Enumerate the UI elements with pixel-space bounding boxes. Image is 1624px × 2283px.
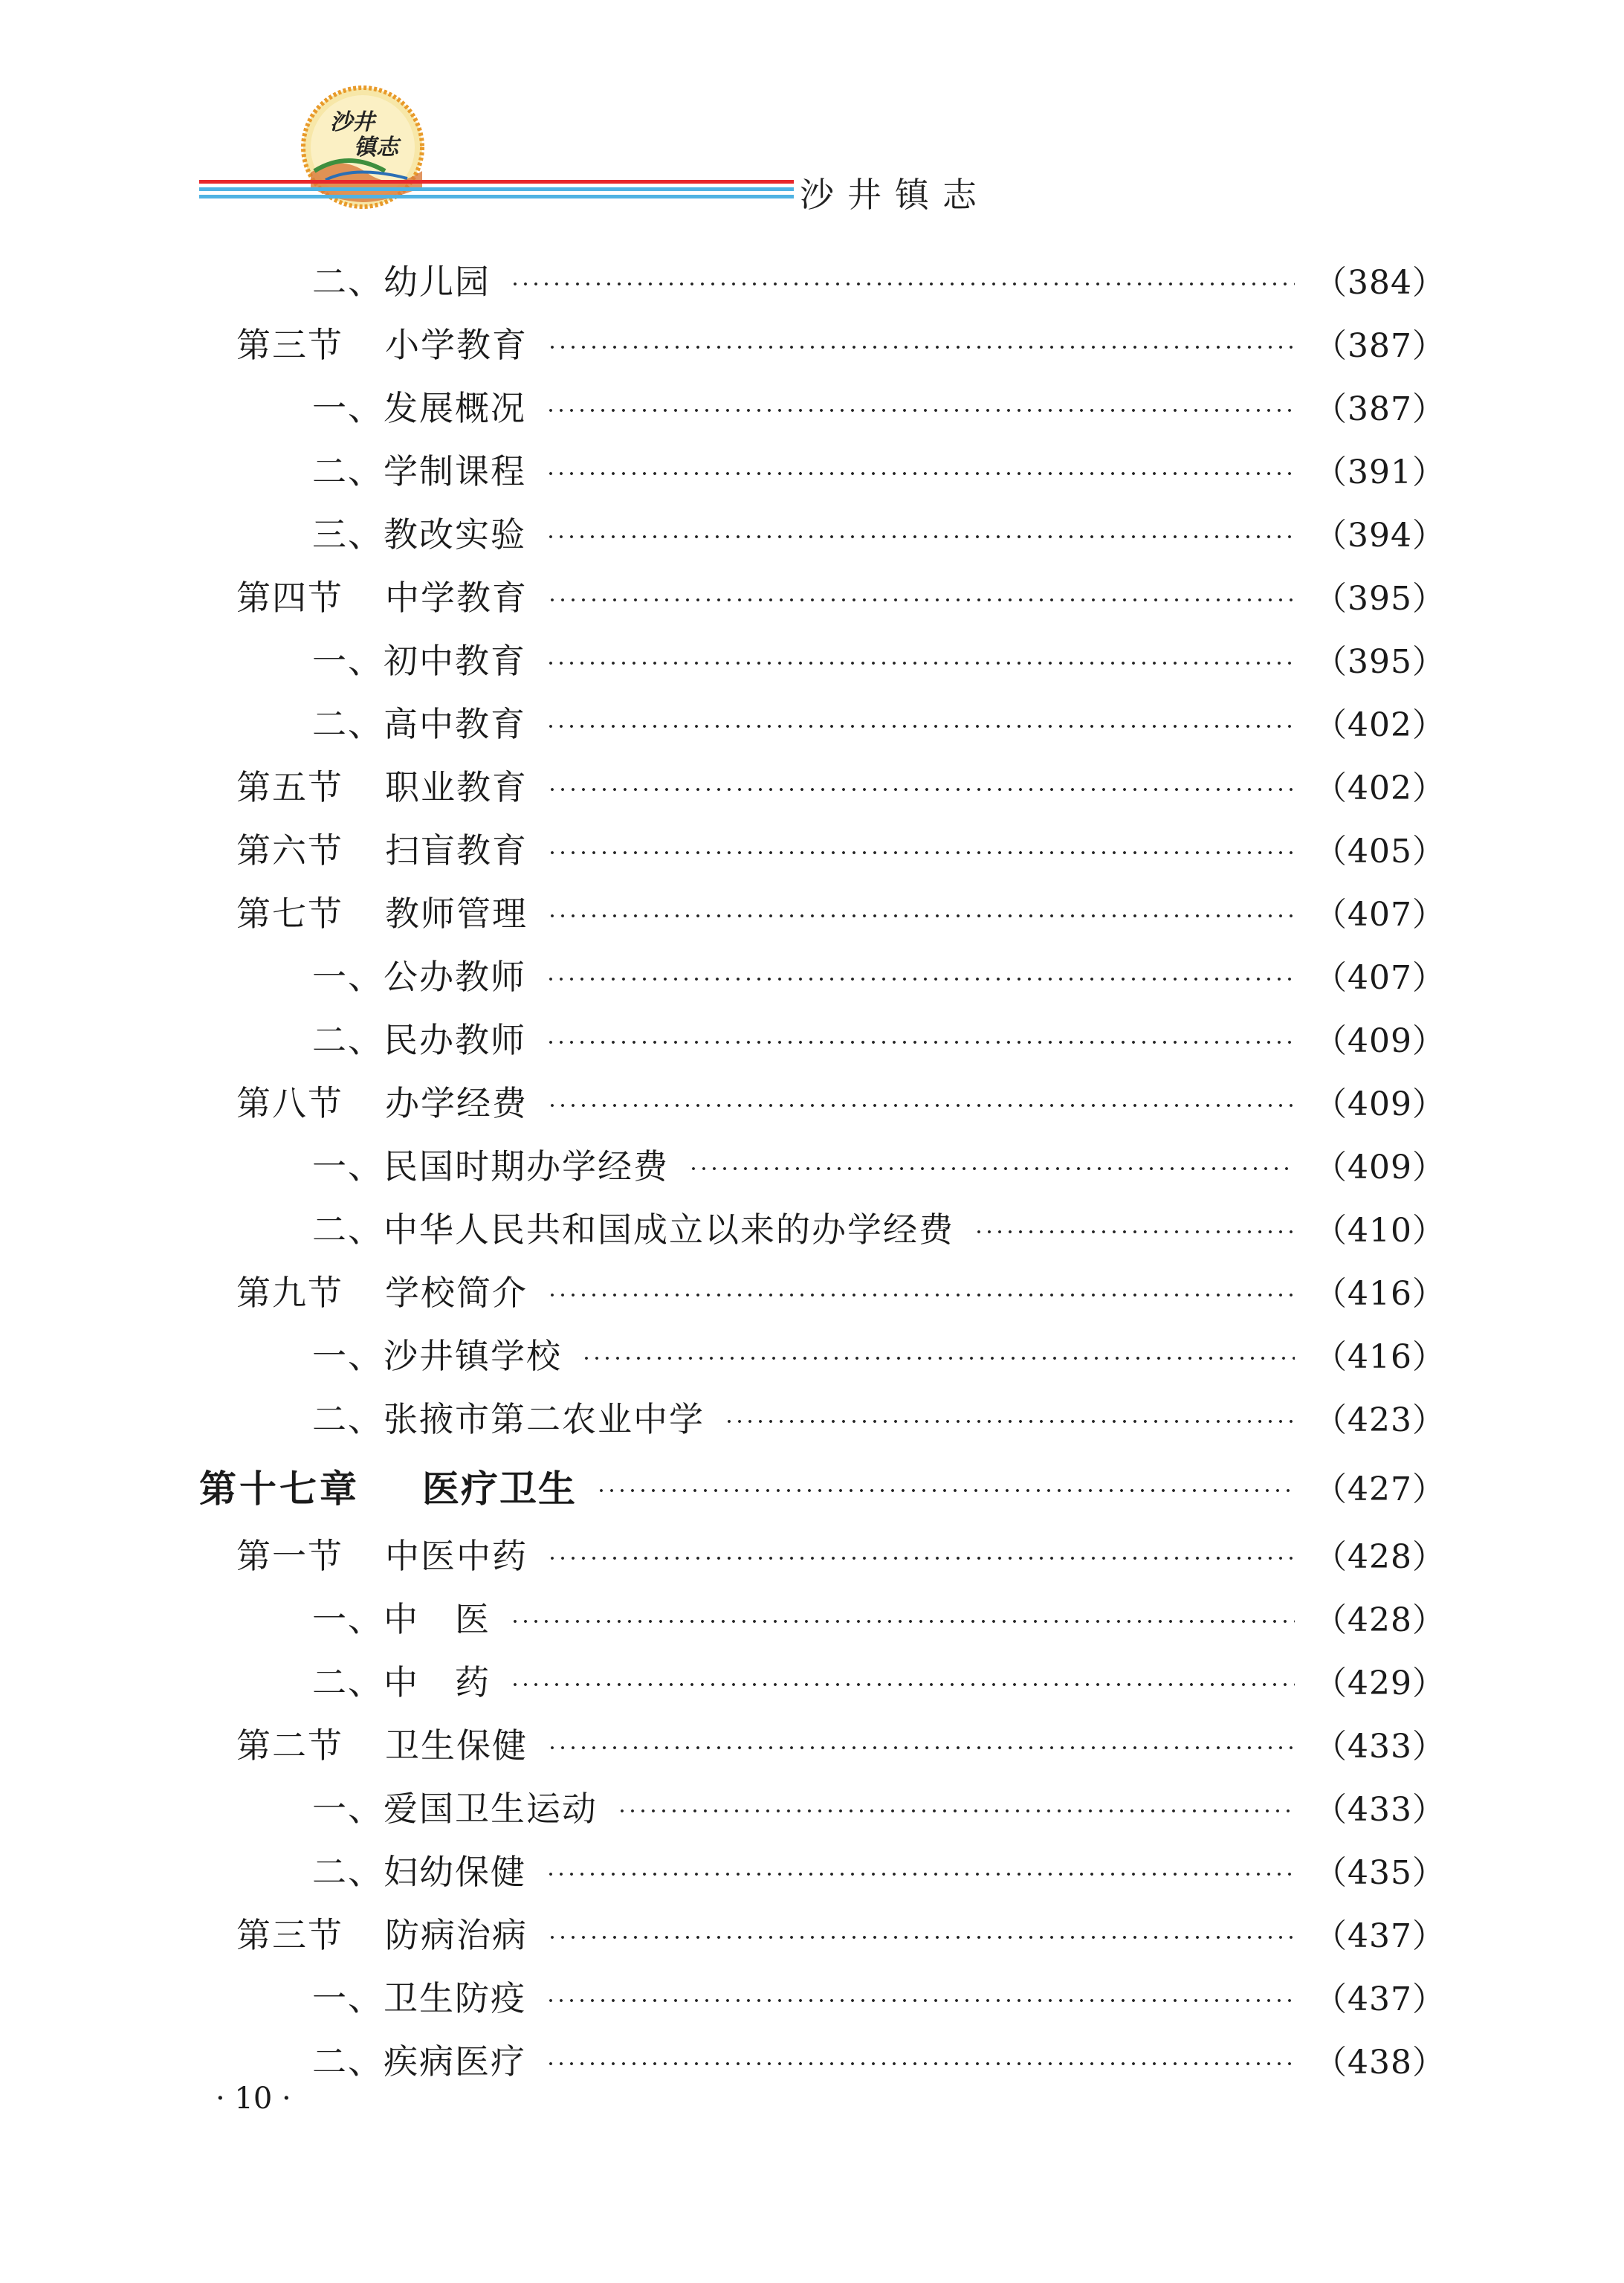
toc-entry-page: （402）	[1314, 769, 1446, 807]
toc-entry-title: 二、妇幼保健	[312, 1852, 526, 1892]
toc-entry-title: 扫盲教育	[385, 830, 528, 871]
toc-item-entry[interactable]	[312, 1843, 1446, 1896]
dot-leader	[510, 1682, 1295, 1687]
toc-entry-title: 一、卫生防疫	[312, 1978, 526, 2018]
dot-leader	[510, 1619, 1295, 1624]
dot-leader	[547, 1293, 1295, 1297]
toc-section-entry[interactable]	[236, 1906, 1446, 1960]
dot-leader	[688, 1166, 1295, 1171]
toc-item-entry[interactable]	[312, 442, 1446, 496]
dot-leader	[617, 1809, 1295, 1813]
toc-entry-title: 二、幼儿园	[312, 262, 491, 302]
dot-leader	[547, 1746, 1295, 1750]
page-number: · 10 ·	[216, 2082, 291, 2116]
dot-leader	[974, 1230, 1295, 1234]
toc-entry-title: 一、发展概况	[312, 388, 526, 428]
toc-entry-title: 职业教育	[385, 767, 528, 807]
toc-item-entry[interactable]	[312, 1327, 1446, 1381]
toc-entry-page: （387）	[1314, 390, 1446, 428]
toc-entry-number: 第九节	[236, 1273, 343, 1313]
toc-entry-page: （437）	[1314, 1917, 1446, 1955]
toc-entry-page: （423）	[1314, 1401, 1446, 1439]
toc-entry-number: 第二节	[236, 1725, 343, 1766]
toc-entry-number: 第五节	[236, 767, 343, 807]
toc-entry-title: 二、民办教师	[312, 1020, 526, 1060]
toc-item-entry[interactable]	[312, 1780, 1446, 1833]
toc-entry-number: 第一节	[236, 1536, 343, 1576]
toc-entry-page: （428）	[1314, 1538, 1446, 1576]
toc-entry-number: 第六节	[236, 830, 343, 871]
toc-entry-title: 二、疾病医疗	[312, 2041, 526, 2082]
toc-entry-page: （409）	[1314, 1149, 1446, 1186]
dot-leader	[546, 408, 1295, 413]
toc-entry-title: 一、沙井镇学校	[312, 1336, 562, 1376]
toc-entry-title: 防病治病	[385, 1915, 528, 1955]
dot-leader	[546, 1998, 1295, 2003]
dot-leader	[547, 850, 1295, 855]
toc-section-entry[interactable]	[236, 1527, 1446, 1580]
dot-leader	[581, 1356, 1295, 1360]
toc-entry-page: （438）	[1314, 2044, 1446, 2082]
toc-entry-title: 一、民国时期办学经费	[312, 1146, 669, 1186]
toc-entry-number: 第八节	[236, 1083, 343, 1123]
toc-entry-title: 二、高中教育	[312, 704, 526, 744]
toc-entry-title: 一、初中教育	[312, 641, 526, 681]
toc-entry-title: 一、中 医	[312, 1599, 491, 1639]
toc-section-entry[interactable]	[236, 821, 1446, 875]
toc-item-entry[interactable]	[312, 379, 1446, 433]
toc-entry-title: 中医中药	[385, 1536, 528, 1576]
toc-entry-page: （391）	[1314, 453, 1446, 491]
toc-entry-title: 中学教育	[385, 578, 528, 618]
toc-entry-title: 一、公办教师	[312, 957, 526, 997]
dot-leader	[546, 724, 1295, 729]
toc-entry-page: （433）	[1314, 1728, 1446, 1766]
toc-entry-page: （395）	[1314, 643, 1446, 681]
toc-entry-page: （409）	[1314, 1085, 1446, 1123]
book-title: 沙井镇志	[800, 175, 990, 215]
toc-entry-page: （384）	[1314, 264, 1446, 302]
dot-leader	[546, 1872, 1295, 1876]
dot-leader	[596, 1488, 1295, 1493]
toc-section-entry[interactable]	[236, 569, 1446, 622]
dot-leader	[547, 1935, 1295, 1940]
toc-item-entry[interactable]	[312, 1969, 1446, 2023]
toc-item-entry[interactable]	[312, 1390, 1446, 1444]
dot-leader	[546, 471, 1295, 476]
toc-entry-number: 第三节	[236, 325, 343, 365]
toc-entry-page: （437）	[1314, 1980, 1446, 2018]
toc-entry-number: 第三节	[236, 1915, 343, 1955]
dot-leader	[547, 1556, 1295, 1560]
toc-entry-title: 卫生保健	[385, 1725, 528, 1766]
toc-entry-page: （394）	[1314, 517, 1446, 555]
dot-leader	[547, 787, 1295, 792]
dot-leader	[547, 914, 1295, 918]
toc-entry-page: （407）	[1314, 959, 1446, 997]
toc-entry-title: 二、中 药	[312, 1662, 491, 1702]
toc-item-entry[interactable]	[312, 1011, 1446, 1065]
dot-leader	[546, 661, 1295, 665]
toc-entry-title: 小学教育	[385, 325, 528, 365]
toc-section-entry[interactable]	[236, 758, 1446, 812]
toc-item-entry[interactable]	[312, 1137, 1446, 1191]
toc-item-entry[interactable]	[312, 1590, 1446, 1644]
dot-leader	[510, 282, 1295, 286]
toc-item-entry[interactable]	[312, 1201, 1446, 1254]
toc-entry-page: （429）	[1314, 1664, 1446, 1702]
toc-entry-page: （409）	[1314, 1022, 1446, 1060]
dot-leader	[547, 1103, 1295, 1108]
dot-leader	[546, 1040, 1295, 1044]
toc-entry-page: （427）	[1314, 1470, 1446, 1508]
dot-leader	[547, 345, 1295, 349]
toc-entry-page: （407）	[1314, 896, 1446, 934]
toc-entry-page: （402）	[1314, 706, 1446, 744]
toc-entry-title: 医疗卫生	[422, 1467, 577, 1511]
toc-chapter-entry[interactable]	[199, 1459, 1446, 1513]
toc-entry-title: 二、中华人民共和国成立以来的办学经费	[312, 1210, 954, 1250]
toc-entry-page: （416）	[1314, 1338, 1446, 1376]
dot-leader	[547, 598, 1295, 602]
toc-entry-page: （416）	[1314, 1275, 1446, 1313]
toc-section-entry[interactable]	[236, 1717, 1446, 1770]
toc-entry-page: （387）	[1314, 327, 1446, 365]
dot-leader	[546, 977, 1295, 981]
dot-leader	[724, 1419, 1295, 1424]
toc-entry-title: 办学经费	[385, 1083, 528, 1123]
toc-entry-title: 二、学制课程	[312, 451, 526, 491]
toc-item-entry[interactable]	[312, 1653, 1446, 1707]
toc-item-entry[interactable]	[312, 253, 1446, 306]
toc-entry-number: 第十七章	[199, 1467, 360, 1511]
toc-section-entry[interactable]	[236, 316, 1446, 369]
toc-entry-page: （433）	[1314, 1791, 1446, 1829]
toc-entry-number: 第四节	[236, 578, 343, 618]
toc-section-entry[interactable]	[236, 1074, 1446, 1128]
toc-item-entry[interactable]	[312, 695, 1446, 749]
toc-entry-title: 三、教改实验	[312, 514, 526, 555]
svg-text:镇志: 镇志	[354, 135, 398, 161]
toc-entry-page: （435）	[1314, 1854, 1446, 1892]
toc-entry-title: 教师管理	[385, 894, 528, 934]
toc-item-entry[interactable]	[312, 948, 1446, 1001]
toc-entry-title: 二、张掖市第二农业中学	[312, 1399, 705, 1439]
toc-entry-title: 一、爱国卫生运动	[312, 1789, 598, 1829]
toc-item-entry[interactable]	[312, 2032, 1446, 2086]
toc-entry-page: （410）	[1314, 1212, 1446, 1250]
dot-leader	[546, 535, 1295, 539]
header-rule	[199, 177, 794, 207]
toc-section-entry[interactable]	[236, 1264, 1446, 1317]
page-header	[0, 0, 1624, 223]
toc-entry-page: （395）	[1314, 580, 1446, 618]
svg-text:沙井: 沙井	[330, 109, 375, 135]
toc-entry-title: 学校简介	[385, 1273, 528, 1313]
toc-entry-number: 第七节	[236, 894, 343, 934]
toc-section-entry[interactable]	[236, 885, 1446, 938]
dot-leader	[546, 2061, 1295, 2066]
toc-entry-page: （405）	[1314, 833, 1446, 871]
toc-entry-page: （428）	[1314, 1601, 1446, 1639]
toc-item-entry[interactable]	[312, 632, 1446, 685]
toc-item-entry[interactable]	[312, 506, 1446, 559]
